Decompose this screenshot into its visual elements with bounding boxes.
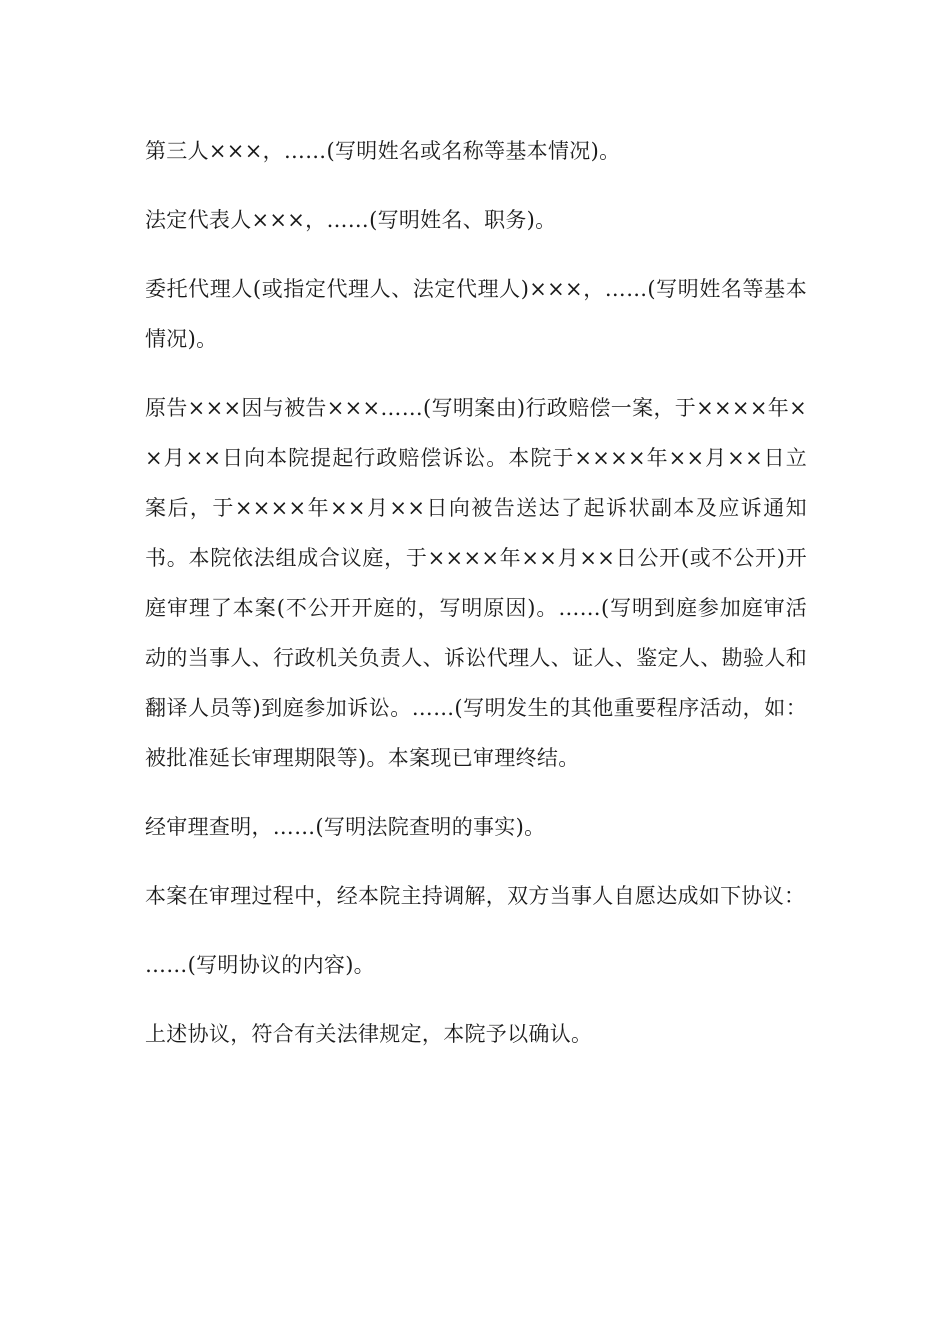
document-body	[145, 126, 807, 1078]
paragraph-mediation: 本案在审理过程中，经本院主持调解，双方当事人自愿达成如下协议：	[145, 884, 806, 908]
paragraph-agreement-content: ……(写明协议的内容)。	[145, 953, 375, 977]
paragraph-facts-found: 经审理查明，……(写明法院查明的事实)。	[145, 815, 546, 839]
paragraph-case-procedure: 原告×××因与被告×××……(写明案由)行政赔偿一案，于××××年××月××日向本院提起行政赔偿诉讼。本院于××××年××月××日立案后，于××××年××月××日向被告送达了起诉状副本及应诉通知书。本院依法组成合议庭，于××××年××月××日公开(或不公开)开庭审理了本案(不公开开庭的，写明原因)。……(写明到庭参加庭审活动的当事人、行政机关负责人、诉讼代理人、证人、鉴定人、勘验人和翻译人员等)到庭参加诉讼。……(写明发生的其他重要程序活动，如：被批准延长审理期限等)。本案现已审理终结。	[145, 396, 807, 770]
paragraph-entrusted-agent: 委托代理人(或指定代理人、法定代理人)×××，……(写明姓名等基本情况)。	[145, 277, 807, 351]
paragraph-confirmation: 上述协议，符合有关法律规定，本院予以确认。	[145, 1022, 593, 1046]
paragraph-third-party: 第三人×××，……(写明姓名或名称等基本情况)。	[145, 139, 621, 163]
paragraph-legal-representative: 法定代表人×××，……(写明姓名、职务)。	[145, 208, 557, 232]
